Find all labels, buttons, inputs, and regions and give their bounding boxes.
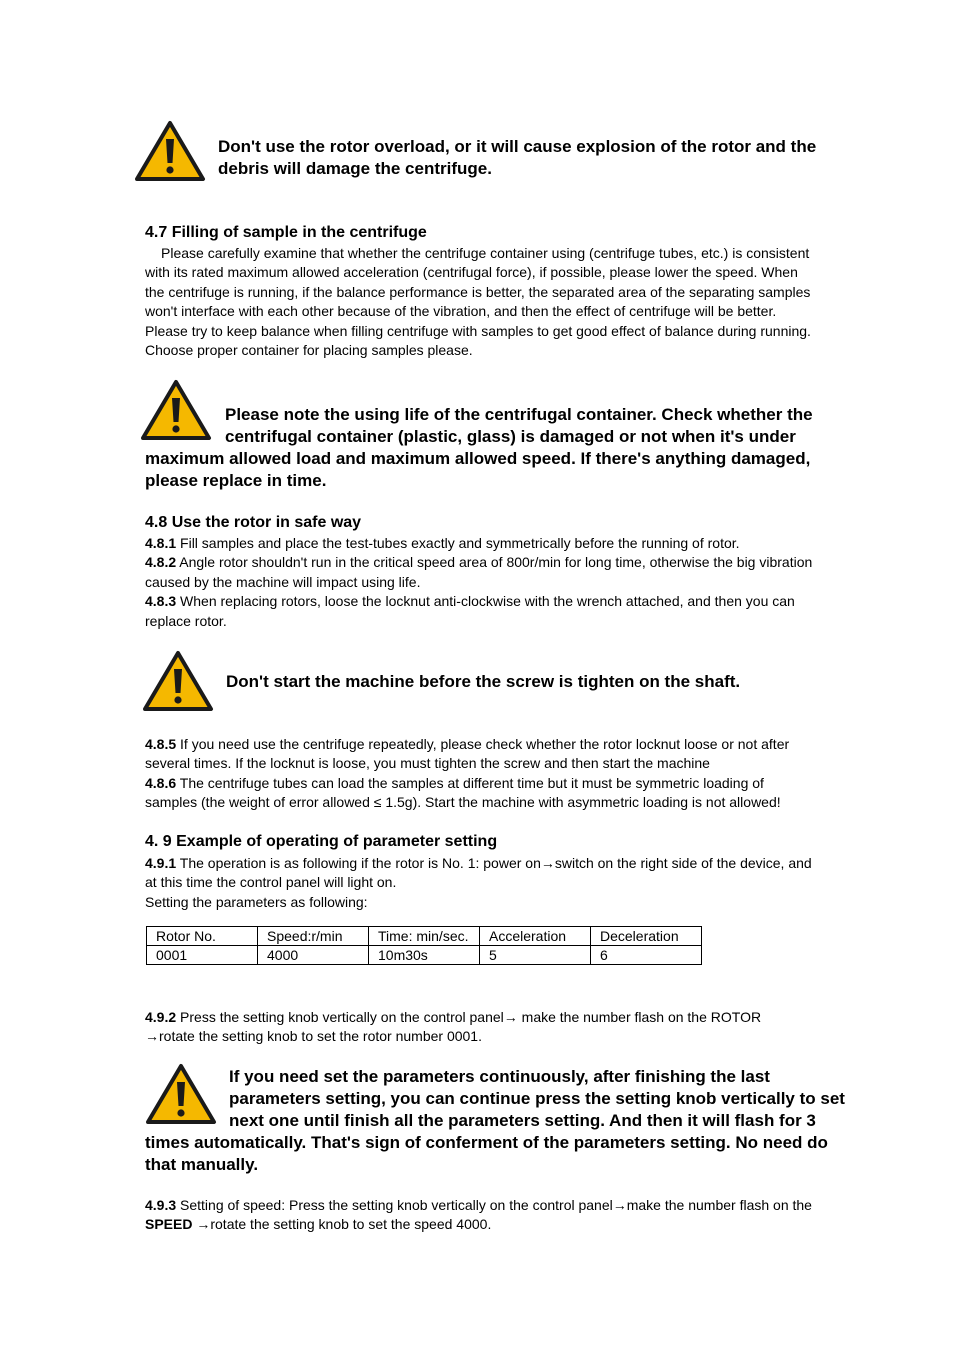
table-header-row [147, 927, 702, 946]
speed-keyword: SPEED [145, 1216, 193, 1233]
table-header-cell: Deceleration [591, 927, 702, 946]
item-number: 4.8.6 [145, 774, 177, 791]
section-4-8-items: 4.8.1 Fill samples and place the test-tubes exactly and symmetrically before the running of rotor. 4.8.2 Angle rotor shouldn't run in the critical speed area of 800r/min for long time, otherwise the big vibration caused by the machine will impact using life. 4.8.3 When replacing rotors, loose the locknut anti-clockwise with the wrench attached, and then you can replace rotor. [145, 535, 813, 629]
section-heading-4-8: 4.8 Use the rotor in safe way [145, 514, 362, 531]
table-cell: 0001 [147, 946, 258, 965]
warning-note-continuous-setting: If you need set the parameters continuously, after finishing the last parameters setting, you can continue press the setting knob vertically to set next one until finish all the parameters setting. And then it will flash for 3 [229, 1067, 845, 1130]
section-4-8-items-cont: 4.8.5 If you need use the centrifuge repeatedly, please check whether the rotor locknut loose or not after several times. If the locknut is loose, you must tighten the screw and then start the machine 4.8.6 The centrifuge tubes can load the samples at different time but it must be symmetric loading of samples (the weight of error allowed ≤ 1.5g). Start the machine with asymmetric loading is not allowed! [145, 736, 790, 811]
table-cell: 10m30s [369, 946, 480, 965]
table-row [147, 946, 702, 965]
warning-triangle-icon [142, 649, 214, 713]
warning-triangle-icon [145, 1062, 217, 1126]
table-cell: 5 [480, 946, 591, 965]
table-cell: 4000 [258, 946, 369, 965]
table-cell: 6 [591, 946, 702, 965]
item-number: 4.8.3 [145, 593, 177, 610]
table-header-cell: Acceleration [480, 927, 591, 946]
warning-note-overload: Don't use the rotor overload, or it will cause explosion of the rotor and the debris will damage the centrifuge. [218, 137, 817, 178]
item-number: 4.9.1 [145, 855, 177, 871]
section-4-7-paragraph: Please carefully examine that whether the centrifuge container using (centrifuge tubes, etc.) is consistent with its rated maximum allowed acceleration (centrifugal force), if possible, please lower the speed. When the centrifuge is running, if the balance performance is better, the separated area of the separating samples won't interface with each other because of the vibration, and then the effect of centrifuge will be better. Please try to keep balance when filling centrifuge with samples to get good effect of balance during running. Choose proper container for placing samples please. [145, 245, 811, 359]
table-header-cell: Rotor No. [147, 927, 258, 946]
section-4-9-2: 4.9.2 Press the setting knob vertically on the control panel→ make the number flash on the ROTOR →rotate the setting knob to set the rotor number 0001. [145, 1009, 762, 1045]
warning-triangle-icon [134, 119, 206, 183]
section-heading-4-9: 4. 9 Example of operating of parameter setting [145, 833, 498, 850]
section-4-9-1: 4.9.1 The operation is as following if the rotor is No. 1: power on→switch on the right side of the device, and at this time the control panel will light on. Setting the parameters as following: [145, 855, 812, 910]
warning-triangle-icon [140, 378, 212, 442]
section-heading-4-7: 4.7 Filling of sample in the centrifuge [145, 224, 427, 241]
item-number: 4.8.2 [145, 554, 177, 571]
table-header-cell: Speed:r/min [258, 927, 369, 946]
item-number: 4.8.5 [145, 736, 177, 752]
section-4-9-3: 4.9.3 Setting of speed: Press the setting knob vertically on the control panel→make the number flash on the SPEED →rotate the setting knob to set the speed 4000. [145, 1197, 812, 1233]
item-number: 4.8.1 [145, 535, 177, 551]
warning-note-continuous-setting-cont: times automatically. That's sign of conferment of the parameters setting. No need do that manually. [145, 1133, 828, 1174]
parameter-table [146, 926, 702, 965]
warning-note-container-life: Please note the using life of the centrifugal container. Check whether the centrifugal container (plastic, glass) is damaged or not when it's under [225, 405, 813, 446]
warning-note-container-life-cont: maximum allowed load and maximum allowed speed. If there's anything damaged, please replace in time. [145, 449, 811, 490]
item-number: 4.9.2 [145, 1009, 177, 1025]
item-number: 4.9.3 [145, 1197, 177, 1213]
table-header-cell: Time: min/sec. [369, 927, 480, 946]
warning-note-screw: Don't start the machine before the screw is tighten on the shaft. [226, 672, 741, 691]
